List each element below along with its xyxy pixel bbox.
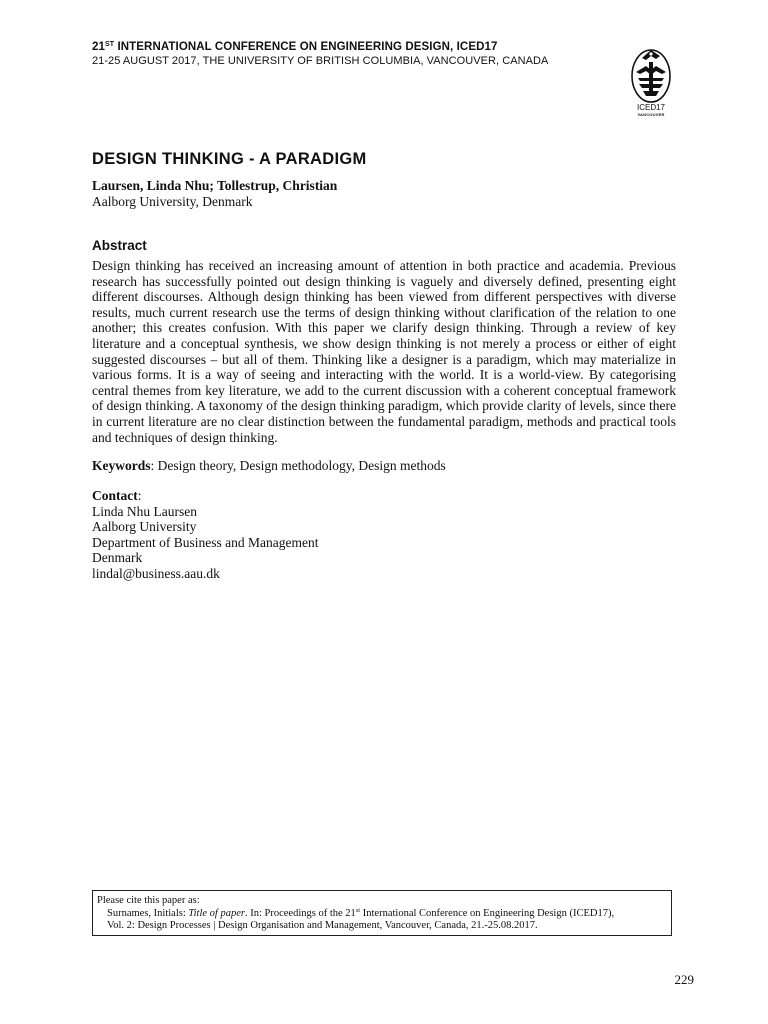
contact-country: Denmark [92,550,143,566]
contact-label: Contact [92,488,138,503]
contact-department: Department of Business and Management [92,534,319,550]
iced17-logo [628,44,674,120]
citation-line-1: Surnames, Initials: Title of paper. In: Proceedings of the 21st International Conference on Engineering Design (ICED17), [107,906,615,919]
logo-subtext: VANCOUVER [637,112,665,117]
thunderbird-emblem-icon [628,44,674,104]
abstract-text: Design thinking has received an increasing amount of attention in both practice and academia. Previous research has successfully pointed out design thinking is vaguely and diversely defined, presenting eight different discourses. Although design thinking has been viewed from different perspectives with diverse results, much current research use the terms of design thinking without clarification of the relation to one another; this creates confusion. With this paper we clarify design thinking. Through a review of key literature and a conceptual synthesis, we show design thinking is not merely a process or either of eight suggested discourses – but all of them. Thinking like a designer is a paradigm, which may materialize in various forms. It is a way of seeing and interacting with the world. It is a world-view. By categorising central themes from key literature, we add to the current discussion with a coherent conceptual framework of design thinking. A taxonomy of the design thinking paradigm, which provide clarity of levels, since there in current literature are no clear distinction between the fundamental paradigm, methods and practical tools and techniques of design thinking. [92,258,676,445]
keywords [92,458,446,474]
paper-affiliation: Aalborg University, Denmark [92,194,253,209]
citation-line-2: Vol. 2: Design Processes | Design Organisation and Management, Vancouver, Canada, 21.-25.08.2017. [107,920,538,931]
conference-title: 21ST INTERNATIONAL CONFERENCE ON ENGINEERING DESIGN, ICED17 [92,41,498,53]
keywords-text: : Design theory, Design methodology, Design methods [150,458,446,473]
conference-header [92,40,612,68]
contact-name: Linda Nhu Laursen [92,503,197,519]
paper-title: DESIGN THINKING - A PARADIGM [92,150,367,168]
contact-university: Aalborg University [92,519,197,535]
paper-authors: Laursen, Linda Nhu; Tollestrup, Christian [92,178,338,193]
contact-email: lindal@business.aau.dk [92,565,220,581]
contact-block: Contact: Linda Nhu Laursen Aalborg University Department of Business and Management Denmark lindal@business.aau.dk [92,488,319,581]
citation-box [92,890,672,936]
page-number: 229 [674,972,694,987]
conference-details: 21-25 AUGUST 2017, THE UNIVERSITY OF BRITISH COLUMBIA, VANCOUVER, CANADA [92,55,549,67]
logo-text: ICED17 [636,103,665,112]
keywords-label: Keywords [92,458,151,473]
abstract-heading: Abstract [92,238,147,253]
citation-intro: Please cite this paper as: [97,895,200,906]
